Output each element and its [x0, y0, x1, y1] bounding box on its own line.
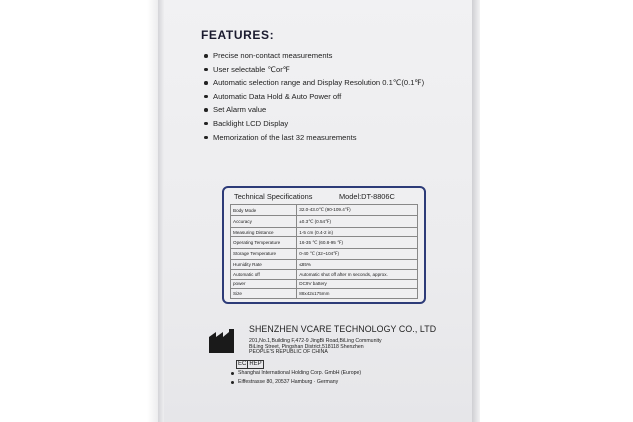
spec-title: Technical Specifications	[234, 192, 313, 201]
bullet-icon	[231, 372, 234, 375]
table-row	[231, 289, 418, 299]
table-row	[231, 269, 418, 279]
ec-rep-badge-right: REP	[249, 361, 262, 367]
spec-value: 16-35 ℃ (60.8-95 ℉)	[297, 237, 418, 248]
bullet-icon	[204, 95, 208, 99]
list-item: Eiffestrasse 80, 20537 Hamburg · Germany	[231, 379, 361, 388]
ec-rep-badge-left: EC	[238, 361, 247, 367]
spec-value: ±0.3℃ (0.54℉)	[297, 216, 418, 227]
bullet-icon	[204, 54, 208, 58]
spec-model: Model:DT-8806C	[339, 192, 395, 201]
features-title: FEATURES:	[201, 28, 275, 42]
spec-label: Size	[231, 289, 297, 299]
box-edge-right	[472, 0, 480, 422]
feature-item: Automatic selection range and Display Resolution 0.1℃(0.1℉)	[204, 77, 469, 91]
ec-rep-badge	[236, 360, 264, 369]
spec-label: power	[231, 279, 297, 289]
table-row	[231, 260, 418, 270]
spec-value: ≤85%	[297, 260, 418, 270]
table-row	[231, 205, 418, 216]
spec-label: Humidity Rate	[231, 260, 297, 270]
address-line: BiLing Street, Pingshan District,518118 Shenzhen	[249, 343, 364, 350]
bullet-icon	[204, 81, 208, 85]
address-line: 201,No.1,Building F,472-9 JingBi Road,BiLing Community	[249, 338, 382, 344]
company-address	[249, 339, 464, 356]
table-row	[231, 227, 418, 237]
feature-item: User selectable ℃or℉	[204, 64, 469, 78]
spec-box	[222, 186, 426, 304]
spec-label: Operating Temperature	[231, 237, 297, 248]
spec-header	[232, 192, 418, 204]
feature-item: Memorization of the last 32 measurements	[204, 132, 469, 146]
feature-item: Set Alarm value	[204, 104, 469, 118]
spec-value: 0-40 ℃ (32~104℉)	[297, 248, 418, 259]
spec-label: Automatic off	[231, 269, 297, 279]
spec-label: Accuracy	[231, 216, 297, 227]
ec-rep-info	[231, 370, 361, 388]
bullet-icon	[204, 136, 208, 140]
spec-table	[230, 204, 418, 299]
spec-value: DC9V battery	[297, 279, 418, 289]
table-row	[231, 216, 418, 227]
bullet-icon	[204, 68, 208, 72]
spec-value: Automatic shut off after m seconds, approx.	[297, 269, 418, 279]
features-list	[204, 50, 469, 145]
list-item: Shanghai International Holding Corp. GmbH (Europe)	[231, 370, 361, 379]
table-row	[231, 237, 418, 248]
spec-label: Body Mode	[231, 205, 297, 216]
manufacturer-icon	[208, 328, 236, 354]
bullet-icon	[231, 381, 234, 384]
bullet-icon	[204, 122, 208, 126]
feature-item: Precise non-contact measurements	[204, 50, 469, 64]
table-row	[231, 248, 418, 259]
bullet-icon	[204, 108, 208, 112]
spec-label: Measuring Distance	[231, 227, 297, 237]
spec-value: 1-5 cm (0.4-2 in)	[297, 227, 418, 237]
feature-item: Automatic Data Hold & Auto Power off	[204, 91, 469, 105]
background-right	[480, 0, 633, 422]
background-left	[0, 0, 160, 422]
spec-value: 32.0-43.0℃ (90-109.4℉)	[297, 205, 418, 216]
spec-value: 88x42x175mm	[297, 289, 418, 299]
company-name: SHENZHEN VCARE TECHNOLOGY CO., LTD	[249, 324, 437, 334]
table-row	[231, 279, 418, 289]
address-line: PEOPLE'S REPUBLIC OF CHINA	[249, 349, 328, 356]
feature-item: Backlight LCD Display	[204, 118, 469, 132]
spec-label: Storage Temperature	[231, 248, 297, 259]
